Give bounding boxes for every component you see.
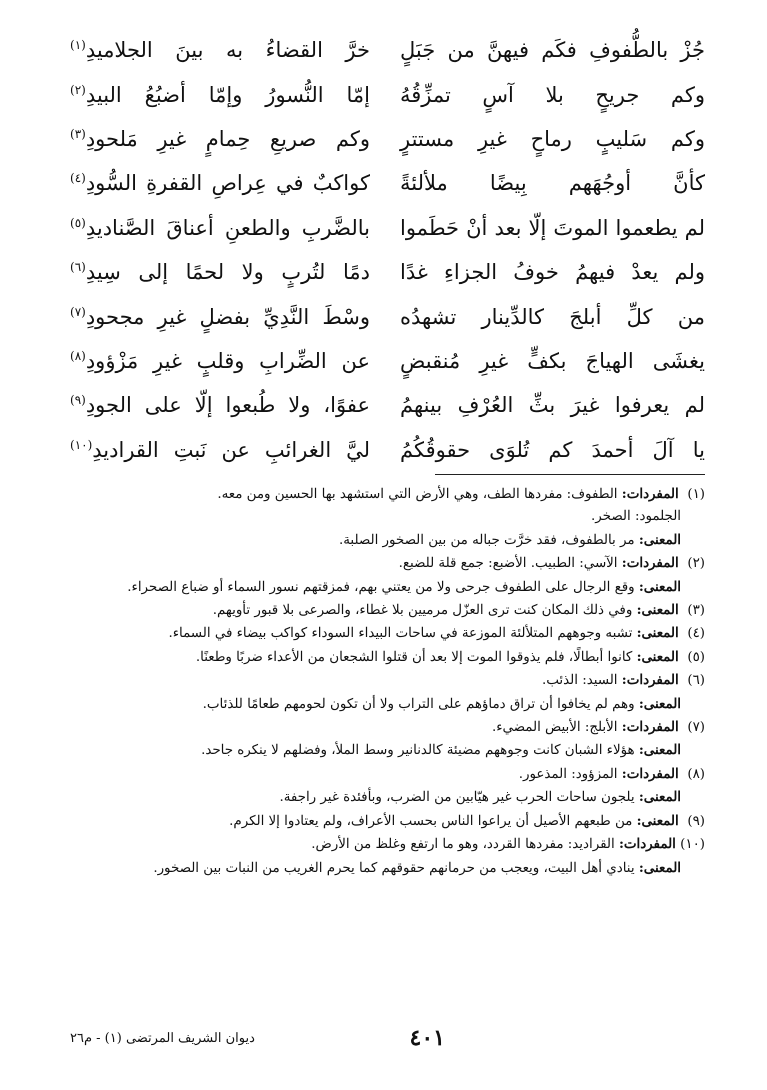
verse-line bbox=[70, 206, 705, 250]
footnote-label: المفردات: bbox=[621, 765, 679, 782]
footnote-text: من طبعهم الأصيل أن يراعوا الناس بحسب الأعراف، ولم يعتادوا إلا الكرم. bbox=[229, 813, 633, 829]
footnote-number: (٧) bbox=[687, 720, 705, 736]
poem-verses bbox=[70, 28, 705, 472]
footnote-label: المعنى: bbox=[638, 578, 681, 595]
footnote bbox=[62, 833, 705, 856]
verse-line bbox=[70, 428, 705, 472]
footnote-ref: (٩) bbox=[70, 393, 86, 408]
second-hemistich bbox=[70, 305, 370, 329]
second-hemistich bbox=[70, 438, 370, 462]
second-hemistich bbox=[70, 260, 370, 284]
footnote-label: المعنى: bbox=[636, 648, 679, 665]
footnote-ref: (٣) bbox=[70, 126, 86, 141]
verse-line bbox=[70, 339, 705, 383]
footnote-ref: (٦) bbox=[70, 260, 86, 275]
footnote-label: المفردات: bbox=[621, 719, 679, 736]
footnote bbox=[62, 646, 705, 669]
hemistich-text: عفوًا، ولا طُبعوا إلّا على الجودِ bbox=[85, 393, 370, 418]
second-hemistich bbox=[70, 171, 370, 195]
footnote-text: تشبه وجوههم المتلألئة الموزعة في ساحات البيداء السوداء كواكب بيضاء في السماء. bbox=[168, 626, 633, 642]
footnote-label: المفردات: bbox=[621, 672, 679, 689]
footnote bbox=[62, 599, 705, 622]
footnote-text: الآسي: الطبيب. الأضبع: جمع قلة للضبع. bbox=[398, 556, 618, 572]
first-hemistich: يغشَى الهياجَ بكفٍّ غيرِ مُنقبضٍ bbox=[400, 348, 705, 373]
footnote-text: الجلمود: الصخر. bbox=[591, 509, 681, 525]
footnote-text: السيد: الذئب. bbox=[541, 673, 618, 689]
first-hemistich: كأنَّ أوجُهَهم بِيضًا ملألئةً bbox=[400, 171, 705, 196]
footnote-ref: (٥) bbox=[70, 215, 86, 230]
footnote-number: (٣) bbox=[687, 603, 705, 619]
footnote-ref: (٤) bbox=[70, 171, 86, 186]
footnote-number: (١٠) bbox=[680, 837, 705, 853]
hemistich-text: وسْطَ النَّدِيِّ بفضلٍ غيرِ مجحودِ bbox=[85, 304, 370, 329]
footnote-separator bbox=[435, 474, 705, 475]
page-number: ٤٠١ bbox=[409, 1025, 445, 1051]
first-hemistich: جُزْ بالطُّفوفِ فكَم فيهنَّ من جَبَلٍ bbox=[400, 38, 705, 63]
first-hemistich: وكم جريحٍ بلا آسٍ تمزِّقُهُ bbox=[400, 82, 705, 107]
footnote-ref: (٨) bbox=[70, 348, 86, 363]
hemistich-text: وكم صريعِ حِمامٍ غيرِ مَلحودِ bbox=[85, 126, 370, 151]
hemistich-text: كواكبٌ في عِراصِ القفرةِ السُّودِ bbox=[85, 171, 370, 196]
hemistich-text: عن الضِّرابِ وقلبٍ غيرِ مَزْؤودِ bbox=[85, 348, 370, 373]
first-hemistich: من كلِّ أبلجَ كالدِّينار تشهدُه bbox=[400, 304, 705, 329]
footnote-text: هؤلاء الشبان كانت وجوههم مضيئة كالدنانير وسط الملأ، وفضلهم لا ينكره جاحد. bbox=[201, 743, 635, 759]
footnote-number: (٥) bbox=[687, 649, 705, 665]
footnote bbox=[62, 716, 705, 739]
verse-line bbox=[70, 383, 705, 427]
footnote-ref: (٧) bbox=[70, 304, 86, 319]
footnote-text: الأبلج: الأبيض المضيء. bbox=[491, 720, 618, 736]
footnote-text: كانوا أبطالًا، فلم يذوقوا الموت إلا بعد أن قتلوا الشجعان من الأعداء ضربًا وطعنًا. bbox=[195, 649, 633, 665]
footnote-label: المعنى: bbox=[638, 789, 681, 806]
verse-line bbox=[70, 250, 705, 294]
verse-line bbox=[70, 28, 705, 72]
hemistich-text: دمًا لتُربٍ ولا لحمًا إلى سِيدِ bbox=[85, 260, 370, 285]
footnote-ref: (١) bbox=[70, 38, 86, 53]
hemistich-text: إمّا النُّسورُ وإمّا أضبُعُ البيدِ bbox=[85, 82, 370, 107]
second-hemistich bbox=[70, 393, 370, 417]
footnote bbox=[62, 529, 705, 552]
footnote-label: المعنى: bbox=[638, 859, 681, 876]
footnotes bbox=[62, 483, 705, 880]
footnote bbox=[62, 622, 705, 645]
footnote-text: الطفوف: مفردها الطف، وهي الأرض التي استشهد بها الحسين ومن معه. bbox=[217, 487, 618, 502]
hemistich-text: بالضَّربِ والطعنِ أعناقَ الصَّناديدِ bbox=[85, 215, 370, 240]
footnote bbox=[62, 810, 705, 833]
verse-line bbox=[70, 72, 705, 116]
footnote-ref: (١٠) bbox=[70, 437, 93, 452]
footnote bbox=[62, 483, 705, 506]
footnote-number: (٨) bbox=[687, 766, 705, 782]
hemistich-text: خرَّ القضاءُ به بينَ الجلاميدِ bbox=[85, 38, 370, 63]
second-hemistich bbox=[70, 216, 370, 240]
footnote-label: المعنى: bbox=[638, 742, 681, 759]
footnote bbox=[62, 552, 705, 575]
verse-line bbox=[70, 294, 705, 338]
footnote bbox=[62, 506, 705, 528]
footnote bbox=[62, 669, 705, 692]
footnote-label: المعنى: bbox=[636, 812, 679, 829]
footnote bbox=[62, 693, 705, 716]
page-footer bbox=[70, 1025, 705, 1051]
footnote-number: (٩) bbox=[687, 813, 705, 829]
verse-line bbox=[70, 117, 705, 161]
footnote-text: المزؤود: المذعور. bbox=[518, 766, 618, 782]
footnote-text: مر بالطفوف، فقد خرَّت جباله من بين الصخور الصلبة. bbox=[338, 532, 635, 548]
footnote-label: المفردات: bbox=[618, 836, 676, 853]
second-hemistich bbox=[70, 127, 370, 151]
hemistich-text: ليَّ الغرائبِ عن نَبتِ القراديدِ bbox=[92, 437, 370, 462]
footnote-text: وهم لم يخافوا أن تراق دماؤهم على التراب ولا أن تكون لحومهم طعامًا للذئاب. bbox=[202, 696, 635, 712]
verse-line bbox=[70, 161, 705, 205]
footnote bbox=[62, 576, 705, 599]
footnote-text: وقع الرجال على الطفوف جرحى ولا من يعتني بهم، فمزقتهم نسور السماء أو ضباع الصحراء. bbox=[127, 579, 635, 595]
footnote-text: القراديد: مفردها القردد، وهو ما ارتفع وغلظ من الأرض. bbox=[311, 837, 615, 853]
footnote-number: (٤) bbox=[687, 626, 705, 642]
footnote-ref: (٢) bbox=[70, 82, 86, 97]
footnote-label: المعنى: bbox=[638, 531, 681, 548]
footnote-text: ينادي أهل البيت، ويعجب من حرمانهم حقوقهم كما يحرم الغريب من النبات بين الصخور. bbox=[153, 860, 635, 876]
first-hemistich: وكم سَليبٍ رماحٍ غيرِ مستترٍ bbox=[400, 126, 705, 151]
footnote bbox=[62, 857, 705, 880]
footnote-text: وفي ذلك المكان كنت ترى العزّل مرميين بلا غطاء، والصرعى بلا قبور تأويهم. bbox=[212, 603, 633, 619]
second-hemistich bbox=[70, 349, 370, 373]
first-hemistich: يا آلَ أحمدَ كم تُلوَى حقوقُكُمُ bbox=[400, 437, 705, 462]
first-hemistich: لم يطعموا الموتَ إلّا بعد أنْ حَطَموا bbox=[400, 215, 705, 240]
first-hemistich: لم يعرفوا غيرَ بثِّ العُرْفِ بينهمُ bbox=[400, 393, 705, 418]
footnote bbox=[62, 739, 705, 762]
second-hemistich bbox=[70, 83, 370, 107]
footnote-label: المعنى: bbox=[638, 695, 681, 712]
footnote-number: (١) bbox=[687, 487, 705, 502]
footnote-number: (٢) bbox=[687, 556, 705, 572]
footnote-label: المفردات: bbox=[621, 486, 679, 502]
second-hemistich bbox=[70, 38, 370, 62]
first-hemistich: ولم يعدْ فيهمُ خوفُ الجزاءِ غدًا bbox=[400, 260, 705, 285]
footnote-label: المعنى: bbox=[636, 625, 679, 642]
running-title: ديوان الشريف المرتضى (١) - م٢٦ bbox=[70, 1030, 255, 1046]
footnote-label: المعنى: bbox=[636, 602, 679, 619]
footnote-text: يلجون ساحات الحرب غير هيّابين من الضرب، وبأفئدة غير راجفة. bbox=[279, 790, 635, 806]
footnote bbox=[62, 786, 705, 809]
footnote-number: (٦) bbox=[687, 673, 705, 689]
footnote-label: المفردات: bbox=[621, 555, 679, 572]
footnote bbox=[62, 763, 705, 786]
